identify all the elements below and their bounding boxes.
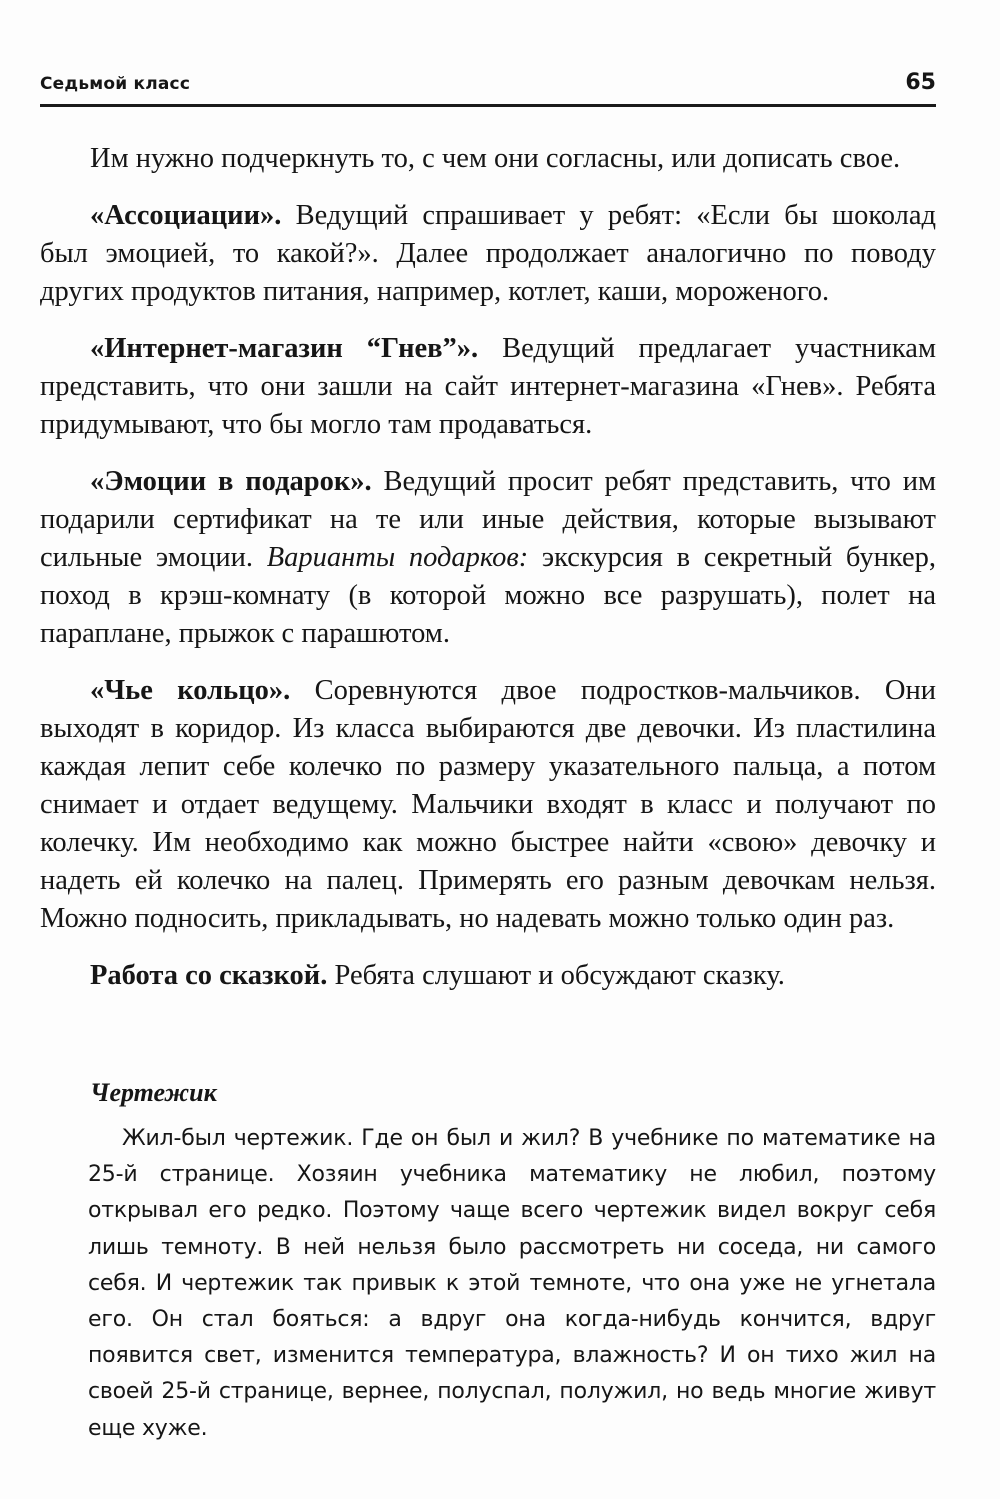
body-text [40,140,936,1014]
paragraph-italic: Варианты подарков: [266,542,529,573]
paragraph-heading: «Чье кольцо». [90,675,291,706]
paragraph-text: экскурсия в секретный бункер, поход в крэш-комнату (в которой можно все разрушать), полет на параплане, прыжок с парашютом. [40,542,936,649]
paragraph-intro [40,140,936,178]
paragraph-associations [40,197,936,311]
paragraph-text: Ведущий спрашивает у ребят: «Если бы шоколад был эмоцией, то какой?». Далее продолжает аналогично по поводу других продуктов питания, например, котлет, каши, мороженого. [40,200,936,307]
paragraph-text: Ведущий предлагает участникам представить, что они зашли на сайт интернет-магазина «Гнев». Ребята придумывают, что бы могло там продаваться. [40,333,936,440]
paragraph-heading: Работа со сказкой. [90,960,328,991]
paragraph-fairy-tale [40,957,936,995]
story-paragraph: Жил-был чертежик. Где он был и жил? В учебнике по математике на 25-й странице. Хозяин учебника математику не любил, поэтому открывал его редко. Поэтому чаще всего чертежик видел вокруг себя лишь темноту. В ней нельзя было рассмотреть ни соседа, ни самого себя. И чертежик так привык к этой темноте, что она уже не угнетала его. Он стал бояться: а вдруг она когда-нибудь кончится, вдруг появится свет, изменится температура, влажность? И он тихо жил на своей 25-й странице, вернее, полуспал, полужил, но ведь многие живут еще хуже. [88,1126,936,1441]
page-number: 65 [905,70,936,95]
paragraph-text: Ведущий просит ребят представить, что им подарили сертификат на те или иные действия, которые вызывают сильные эмоции. [40,466,936,573]
paragraph-text: Ребята слушают и обсуждают сказку. [327,960,785,991]
paragraph-text: Им нужно подчеркнуть то, с чем они согласны, или дописать свое. [90,143,901,174]
paragraph-emotions-gift [40,463,936,653]
section-title: Седьмой класс [40,74,191,94]
running-head [40,68,936,107]
story-title: Чертежик [90,1078,217,1107]
paragraph-heading: «Ассоциации». [90,200,282,231]
paragraph-heading: «Интернет-магазин “Гнев”». [90,333,479,364]
paragraph-internet-shop [40,330,936,444]
story-text [88,1121,936,1447]
paragraph-text: Соревнуются двое подростков-мальчиков. Они выходят в коридор. Из класса выбираются две девочки. Из пластилина каждая лепит себе колечко по размеру указательного пальца, а потом снимает и отдает ведущему. Мальчики входят в класс и получают по колечку. Им необходимо как можно быстрее найти «свою» девочку и надеть ей колечко на палец. Примерять его разным девочкам нельзя. Можно подносить, прикладывать, но надевать можно только один раз. [40,675,936,934]
paragraph-heading: «Эмоции в подарок». [90,466,372,497]
paragraph-whose-ring [40,672,936,938]
